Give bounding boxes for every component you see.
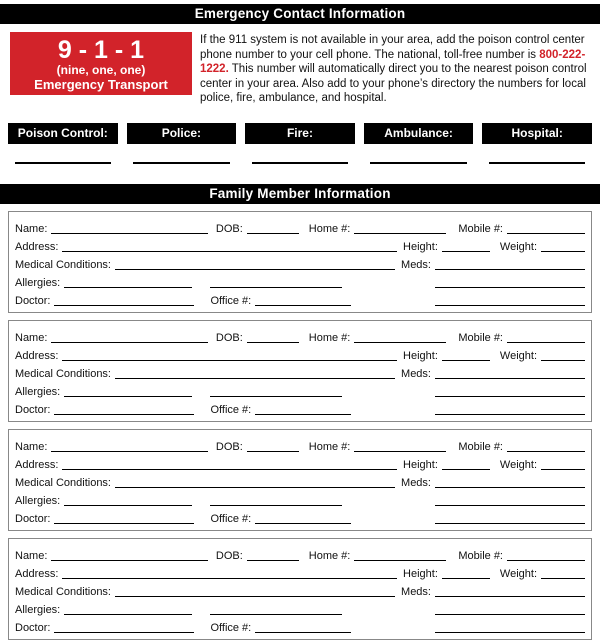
medical-conditions-label: Medical Conditions: (15, 476, 111, 489)
home-phone-label: Home #: (308, 440, 351, 453)
contact-label: Poison Control: (8, 123, 118, 144)
dob-label: DOB: (215, 440, 243, 453)
section-header-family-member: Family Member Information (0, 184, 600, 204)
contact-label: Hospital: (482, 123, 592, 144)
allergies-line (64, 275, 192, 288)
contact-label: Police: (127, 123, 237, 144)
office-phone-line (255, 402, 351, 415)
member-row-allergies (15, 271, 585, 289)
height-line (442, 457, 490, 470)
mobile-phone-label: Mobile #: (458, 440, 503, 453)
allergies-label: Allergies: (15, 276, 61, 289)
weight-line (541, 239, 585, 252)
badge-phonetic: (nine, one, one) (56, 63, 146, 77)
meds-line (435, 257, 585, 270)
poison-control-info-section (10, 32, 592, 106)
meds-continuation-line-2 (435, 511, 585, 524)
member-row-address (15, 344, 585, 362)
poison-control-paragraph (200, 32, 592, 106)
office-phone-line (255, 620, 351, 633)
name-line (51, 221, 207, 234)
allergies-line (64, 493, 192, 506)
mobile-phone-line (507, 330, 585, 343)
badge-system-label: Emergency Transport System (34, 77, 168, 107)
allergies-label: Allergies: (15, 494, 61, 507)
contact-column (245, 123, 355, 164)
member-row-address (15, 453, 585, 471)
home-phone-label: Home #: (308, 331, 351, 344)
weight-label: Weight: (499, 349, 537, 362)
member-row-doctor (15, 507, 585, 525)
meds-continuation-line (435, 275, 585, 288)
name-label: Name: (15, 440, 48, 453)
dob-line (247, 330, 299, 343)
height-line (442, 239, 490, 252)
contact-column (127, 123, 237, 164)
address-line (62, 239, 397, 252)
member-row-doctor (15, 398, 585, 416)
height-line (442, 566, 490, 579)
home-phone-line (354, 548, 446, 561)
weight-line (541, 566, 585, 579)
allergies-label: Allergies: (15, 385, 61, 398)
weight-line (541, 348, 585, 361)
member-row-address (15, 562, 585, 580)
dob-line (247, 548, 299, 561)
address-label: Address: (15, 240, 59, 253)
mobile-phone-line (507, 548, 585, 561)
emergency-contacts-row (8, 123, 592, 164)
contact-fill-in-line (133, 144, 229, 164)
home-phone-line (354, 221, 446, 234)
meds-label: Meds: (401, 258, 431, 271)
mobile-phone-line (507, 439, 585, 452)
doctor-line (54, 293, 194, 306)
member-row-name (15, 217, 585, 235)
address-label: Address: (15, 349, 59, 362)
member-row-medical (15, 580, 585, 598)
family-member-box (8, 429, 592, 531)
nine-one-one-badge (10, 32, 192, 107)
meds-line (435, 584, 585, 597)
doctor-label: Doctor: (15, 621, 51, 634)
allergies-continuation-line (210, 384, 342, 397)
allergies-line (64, 602, 192, 615)
member-row-name (15, 544, 585, 562)
mobile-phone-line (507, 221, 585, 234)
meds-line (435, 475, 585, 488)
meds-continuation-line-2 (435, 293, 585, 306)
member-row-medical (15, 362, 585, 380)
doctor-line (54, 402, 194, 415)
contact-fill-in-line (370, 144, 466, 164)
family-member-boxes (0, 211, 600, 640)
name-label: Name: (15, 222, 48, 235)
member-row-medical (15, 253, 585, 271)
member-row-allergies (15, 598, 585, 616)
office-phone-label: Office #: (210, 294, 252, 307)
height-line (442, 348, 490, 361)
mobile-phone-label: Mobile #: (458, 331, 503, 344)
address-label: Address: (15, 458, 59, 471)
family-member-box (8, 538, 592, 640)
dob-label: DOB: (215, 331, 243, 344)
member-row-allergies (15, 380, 585, 398)
badge-number: 9 - 1 - 1 (57, 36, 145, 64)
dob-line (247, 221, 299, 234)
medical-conditions-line (115, 475, 395, 488)
allergies-continuation-line (210, 493, 342, 506)
height-label: Height: (403, 567, 438, 580)
name-label: Name: (15, 331, 48, 344)
meds-label: Meds: (401, 476, 431, 489)
contact-column (364, 123, 474, 164)
name-line (51, 439, 207, 452)
paragraph-text-before: If the 911 system is not available in your area, add the poison control center phone number to your cell phone. The national, toll-free number is (200, 34, 585, 61)
section-header-emergency-contact: Emergency Contact Information (0, 4, 600, 24)
medical-conditions-label: Medical Conditions: (15, 367, 111, 380)
contact-label: Fire: (245, 123, 355, 144)
contact-column (8, 123, 118, 164)
height-label: Height: (403, 240, 438, 253)
office-phone-line (255, 511, 351, 524)
address-line (62, 348, 397, 361)
contact-fill-in-line (252, 144, 348, 164)
member-row-name (15, 326, 585, 344)
home-phone-line (354, 439, 446, 452)
meds-label: Meds: (401, 367, 431, 380)
meds-line (435, 366, 585, 379)
doctor-label: Doctor: (15, 294, 51, 307)
office-phone-label: Office #: (210, 621, 252, 634)
height-label: Height: (403, 458, 438, 471)
member-row-allergies (15, 489, 585, 507)
medical-conditions-line (115, 257, 395, 270)
address-line (62, 566, 397, 579)
dob-label: DOB: (215, 549, 243, 562)
contact-fill-in-line (489, 144, 585, 164)
mobile-phone-label: Mobile #: (458, 222, 503, 235)
member-row-doctor (15, 616, 585, 634)
family-member-box (8, 211, 592, 313)
height-label: Height: (403, 349, 438, 362)
member-row-doctor (15, 289, 585, 307)
address-line (62, 457, 397, 470)
doctor-line (54, 511, 194, 524)
address-label: Address: (15, 567, 59, 580)
contact-label: Ambulance: (364, 123, 474, 144)
office-phone-label: Office #: (210, 512, 252, 525)
meds-label: Meds: (401, 585, 431, 598)
meds-continuation-line-2 (435, 402, 585, 415)
name-line (51, 330, 207, 343)
meds-continuation-line-2 (435, 620, 585, 633)
office-phone-line (255, 293, 351, 306)
weight-label: Weight: (499, 458, 537, 471)
paragraph-text-after: This number will automatically direct you to the nearest poison control center in your area. Also add to your phone’s directory the numbers for local police, fire, ambulance, and hospital. (200, 63, 587, 105)
allergies-continuation-line (210, 602, 342, 615)
allergies-line (64, 384, 192, 397)
allergies-label: Allergies: (15, 603, 61, 616)
name-label: Name: (15, 549, 48, 562)
medical-conditions-label: Medical Conditions: (15, 258, 111, 271)
doctor-line (54, 620, 194, 633)
weight-line (541, 457, 585, 470)
mobile-phone-label: Mobile #: (458, 549, 503, 562)
meds-continuation-line (435, 493, 585, 506)
home-phone-label: Home #: (308, 222, 351, 235)
meds-continuation-line (435, 384, 585, 397)
dob-line (247, 439, 299, 452)
name-line (51, 548, 207, 561)
member-row-name (15, 435, 585, 453)
member-row-address (15, 235, 585, 253)
weight-label: Weight: (499, 240, 537, 253)
home-phone-label: Home #: (308, 549, 351, 562)
allergies-continuation-line (210, 275, 342, 288)
medical-conditions-line (115, 366, 395, 379)
family-member-box (8, 320, 592, 422)
contact-fill-in-line (15, 144, 111, 164)
doctor-label: Doctor: (15, 403, 51, 416)
doctor-label: Doctor: (15, 512, 51, 525)
dob-label: DOB: (215, 222, 243, 235)
medical-conditions-line (115, 584, 395, 597)
medical-conditions-label: Medical Conditions: (15, 585, 111, 598)
meds-continuation-line (435, 602, 585, 615)
member-row-medical (15, 471, 585, 489)
contact-column (482, 123, 592, 164)
office-phone-label: Office #: (210, 403, 252, 416)
weight-label: Weight: (499, 567, 537, 580)
poison-control-phone-number: 800-222-1222. (200, 48, 586, 76)
home-phone-line (354, 330, 446, 343)
